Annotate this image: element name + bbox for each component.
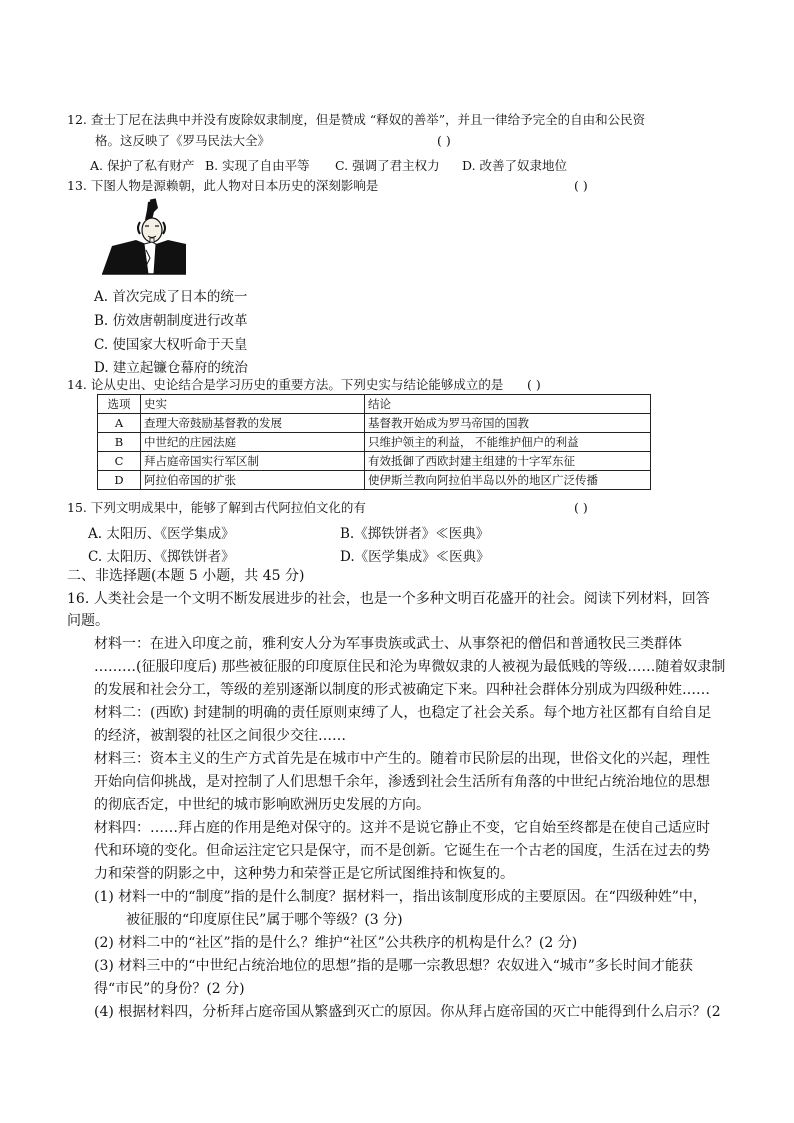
q15-stem: 15. 下列文明成果中，能够了解到古代阿拉伯文化的有 — [67, 500, 366, 515]
q15-option-b[interactable]: B.《掷铁饼者》≪医典》 — [340, 526, 490, 542]
q16-material-line: 的发展和社会分工，等级的差别逐渐以制度的形式被确定下来。四种社会群体分别成为四级种姓…… — [94, 682, 710, 698]
row-option: C — [98, 452, 141, 471]
row-option: D — [98, 471, 141, 490]
section-heading: 二、非选择题(本题 5 小题，共 45 分) — [67, 568, 305, 584]
q16-intro-line2: 问题。 — [67, 613, 109, 629]
q15-option-c[interactable]: C. 太阳历、《掷铁饼者》 — [88, 549, 235, 565]
q16-material-line: 材料一：在进入印度之前，雅利安人分为军事贵族或武士、从事祭祀的僧侣和普通牧民三类群体 — [94, 636, 682, 652]
row-fact: 拜占庭帝国实行军区制 — [141, 452, 365, 471]
q12-option-b[interactable]: B. 实现了自由平等 — [205, 158, 310, 173]
q16-subquestion-1-cont: 被征服的“印度原住民”属于哪个等级？(3 分) — [126, 912, 403, 928]
row-conclusion: 只维护领主的利益， 不能维护佃户的利益 — [365, 433, 651, 452]
q13-option-b[interactable]: B. 仿效唐朝制度进行改革 — [94, 313, 248, 329]
q16-material-line: 的经济，被割裂的社区之间很少交往…… — [94, 728, 346, 744]
q13-option-a[interactable]: A. 首次完成了日本的统一 — [94, 289, 248, 305]
q16-material-line: 材料二：(西欧) 封建制的明确的责任原则束缚了人，也稳定了社会关系。每个地方社区都有自给自足 — [94, 705, 712, 721]
q16-material-line: 代和环境的变化。但命运注定它只是保守，而不是创新。它诞生在一个古老的国度，生活在过去的势 — [94, 843, 710, 859]
q12-answer-paren: ( ) — [437, 133, 451, 148]
header-fact: 史实 — [141, 395, 365, 414]
row-option: B — [98, 433, 141, 452]
q12-stem-line1: 12. 查士丁尼在法典中并没有废除奴隶制度，但是赞成 “释奴的善举”，并且一律给予完全的自由和公民资 — [67, 112, 646, 127]
row-fact: 阿拉伯帝国的扩张 — [141, 471, 365, 490]
row-fact: 中世纪的庄园法庭 — [141, 433, 365, 452]
table-row — [98, 452, 651, 471]
q16-subquestion-4: (4) 根据材料四，分析拜占庭帝国从繁盛到灭亡的原因。你从拜占庭帝国的灭亡中能得到什么启示？(2 — [94, 1004, 721, 1020]
table-header-row — [98, 395, 651, 414]
q16-material-line: 力和荣誉的阴影之中，这种势力和荣誉正是它所试图维持和恢复的。 — [94, 866, 514, 882]
q16-subquestion-3-cont: 得“市民”的身份？(2 分) — [94, 981, 245, 997]
q16-subquestion-2: (2) 材料二中的“社区”指的是什么？维护“社区”公共秩序的机构是什么？(2 分) — [94, 935, 578, 951]
q15-option-a[interactable]: A. 太阳历、《医学集成》 — [88, 526, 235, 542]
q12-option-d[interactable]: D. 改善了奴隶地位 — [462, 158, 568, 173]
row-option: A — [98, 414, 141, 433]
row-fact: 查理大帝鼓励基督教的发展 — [141, 414, 365, 433]
q14-stem: 14. 论从史出、史论结合是学习历史的重要方法。下列史实与结论能够成立的是 — [67, 377, 504, 392]
q13-option-c[interactable]: C. 使国家大权听命于天皇 — [94, 337, 248, 353]
q13-answer-paren: ( ) — [574, 178, 588, 193]
q16-material-line: 开始向信仰挑战，是对控制了人们思想千余年，渗透到社会生活所有角落的中世纪占统治地位的思想 — [94, 774, 710, 790]
q16-material-line: 材料四：……拜占庭的作用是绝对保守的。这并不是说它静止不变，它自始至终都是在使自己适应时 — [94, 820, 710, 836]
q16-intro-line1: 16. 人类社会是一个文明不断发展进步的社会，也是一个多种文明百花盛开的社会。阅读下列材料，回答 — [67, 591, 710, 607]
q12-stem-line2: 格。这反映了《罗马民法大全》 — [95, 133, 271, 148]
q12-option-a[interactable]: A. 保护了私有财产 — [90, 158, 195, 173]
q16-subquestion-1: (1) 材料一中的“制度”指的是什么制度？据材料一，指出该制度形成的主要原因。在“四级种姓”中， — [94, 889, 707, 905]
q12-option-c[interactable]: C. 强调了君主权力 — [335, 158, 440, 173]
q15-option-d[interactable]: D.《医学集成》≪医典》 — [340, 549, 490, 565]
q14-answer-paren: ( ) — [527, 377, 541, 392]
header-option: 选项 — [98, 395, 141, 414]
q16-material-line: 的彻底否定，中世纪的城市影响欧洲历史发展的方向。 — [94, 797, 430, 813]
q14-table — [97, 394, 651, 490]
q16-material-line: 材料三：资本主义的生产方式首先是在城市中产生的。随着市民阶层的出现，世俗文化的兴起，理性 — [94, 751, 710, 767]
q16-material-line: ………(征服印度后) 那些被征服的印度原住民和沦为卑微奴隶的人被视为最低贱的等级……随着奴隶制 — [94, 659, 726, 675]
table-row — [98, 433, 651, 452]
minamoto-yoritomo-portrait — [100, 198, 186, 278]
q15-answer-paren: ( ) — [574, 500, 588, 515]
row-conclusion: 基督教开始成为罗马帝国的国教 — [365, 414, 651, 433]
table-row — [98, 414, 651, 433]
row-conclusion: 使伊斯兰教向阿拉伯半岛以外的地区广泛传播 — [365, 471, 651, 490]
header-conclusion: 结论 — [365, 395, 651, 414]
q13-option-d[interactable]: D. 建立起镰仓幕府的统治 — [94, 360, 248, 376]
row-conclusion: 有效抵御了西欧封建主组建的十字军东征 — [365, 452, 651, 471]
table-row — [98, 471, 651, 490]
q16-subquestion-3: (3) 材料三中的“中世纪占统治地位的思想”指的是哪一宗教思想？农奴进入“城市”多长时间才能获 — [94, 958, 693, 974]
q13-stem: 13. 下图人物是源赖朝，此人物对日本历史的深刻影响是 — [67, 178, 379, 193]
